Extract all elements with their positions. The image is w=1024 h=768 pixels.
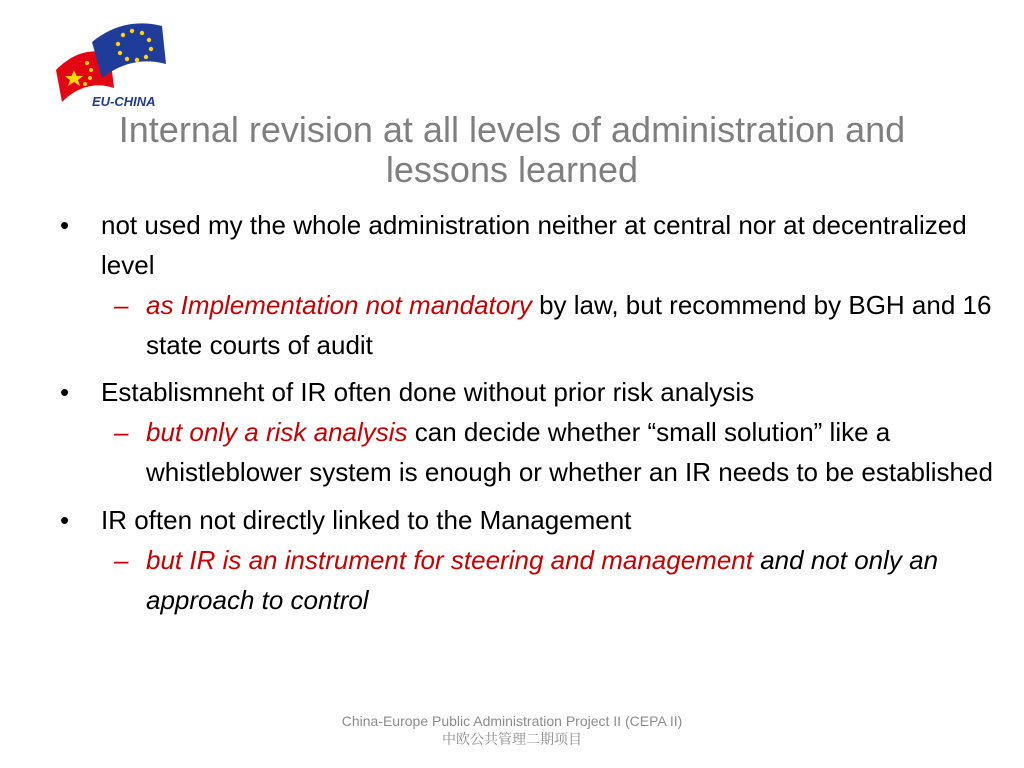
bullet-item [56, 500, 1006, 540]
eu-china-logo [52, 18, 174, 110]
bullet-mark: • [60, 210, 70, 240]
bullet-text: IR often not directly linked to the Management [101, 505, 632, 535]
sub-bullet-highlight: but IR is an instrument for steering and management [146, 545, 753, 575]
flag-logo-icon [52, 18, 174, 110]
footer-line-1: China-Europe Public Administration Project II (CEPA II) [341, 713, 683, 729]
sub-bullet-item [56, 540, 1006, 620]
bullet-item [56, 205, 1006, 285]
sub-bullet-text: and not only an approach to control [146, 545, 939, 615]
sub-bullet-highlight: as Implementation not mandatory [146, 290, 532, 320]
bullet-mark: • [60, 505, 70, 535]
title-line-1: Internal revision at all levels of administration and [118, 109, 906, 150]
footer-line-2: 中欧公共管理二期项目 [442, 731, 582, 747]
sub-bullet-item [56, 412, 1006, 492]
sub-bullet-mark: – [114, 290, 129, 320]
bullet-mark: • [60, 377, 70, 407]
bullet-item [56, 372, 1006, 412]
title-line-2: lessons learned [385, 149, 639, 190]
sub-bullet-text: by law, but recommend by BGH and 16 state courts of audit [146, 290, 992, 360]
bullet-text: Establismneht of IR often done without prior risk analysis [101, 377, 755, 407]
sub-bullet-mark: – [114, 417, 129, 447]
sub-bullet-item [56, 285, 1006, 365]
sub-bullet-text: can decide whether “small solution” like a whistleblower system is enough or whether an IR needs to be established [146, 417, 993, 487]
sub-bullet-highlight: but only a risk analysis [146, 417, 408, 447]
logo-text: EU-CHINA [92, 94, 156, 109]
slide-body [56, 205, 1006, 620]
bullet-text: not used my the whole administration neither at central nor at decentralized level [101, 210, 967, 280]
slide-title [40, 110, 984, 190]
slide-footer [0, 712, 1024, 748]
sub-bullet-mark: – [114, 545, 129, 575]
